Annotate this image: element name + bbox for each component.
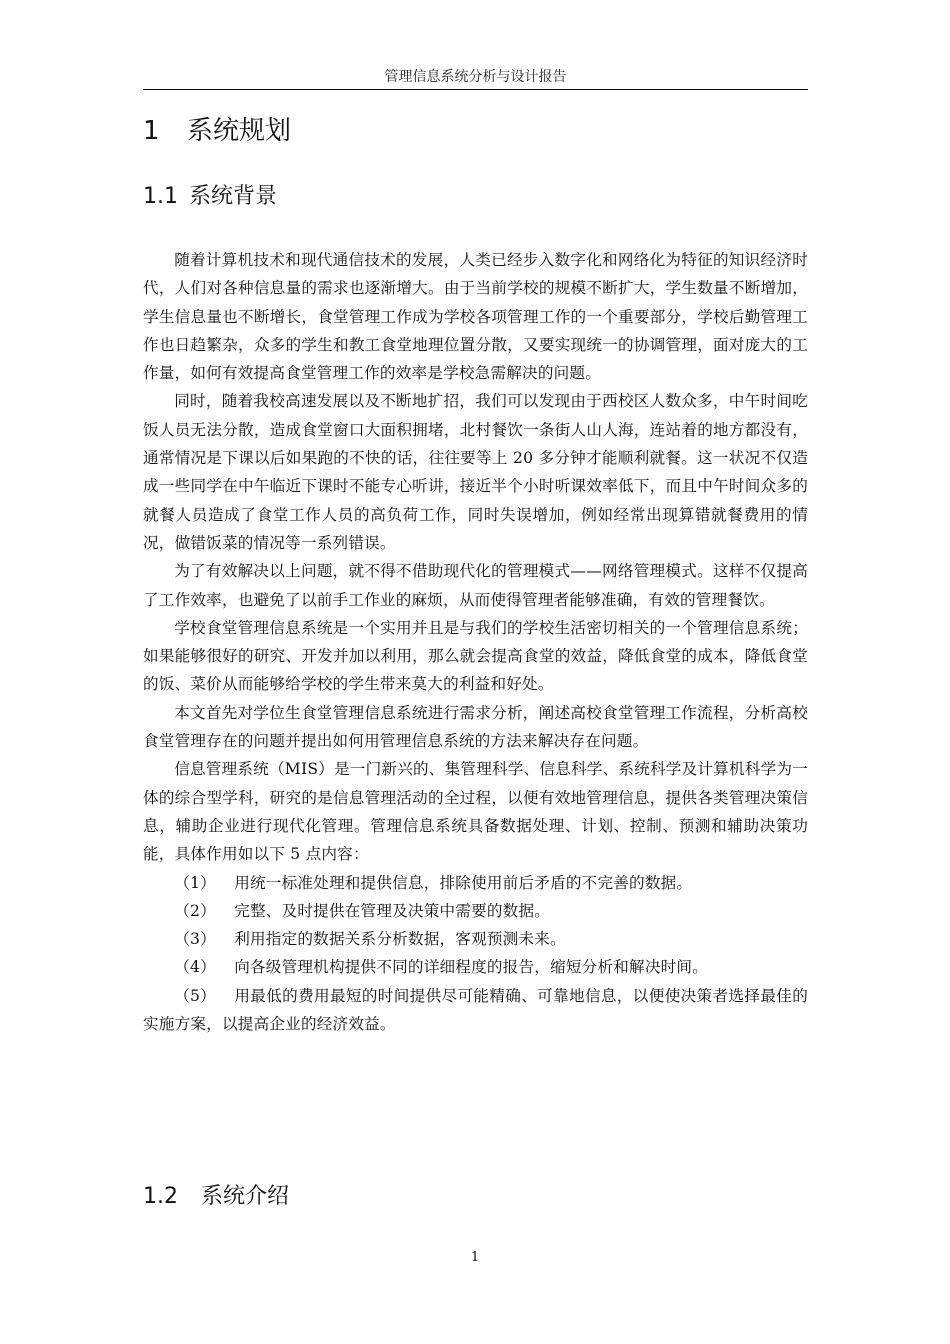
paragraph: 学校食堂管理信息系统是一个实用并且是与我们的学校生活密切相关的一个管理信息系统；如果能够很好的研究、开发并加以利用，那么就会提高食堂的效益，降低食堂的成本，降低食堂的饭、菜价从而能够给学校的学生带来莫大的利益和好处。 <box>143 618 808 694</box>
list-item <box>143 982 808 1039</box>
list-item <box>143 925 808 953</box>
list-marker: （4） <box>174 958 216 977</box>
chapter-title: 系统规划 <box>187 116 292 146</box>
list-marker: （2） <box>174 901 216 920</box>
section-heading-1-2 <box>143 1182 289 1212</box>
section-number: 1.1 <box>143 184 178 209</box>
chapter-number: 1 <box>143 116 160 146</box>
running-header: 管理信息系统分析与设计报告 <box>384 69 567 85</box>
body-text <box>143 246 808 1038</box>
section-title: 系统背景 <box>189 184 278 209</box>
list-marker: （5） <box>174 986 216 1005</box>
section-title: 系统介绍 <box>201 1184 290 1209</box>
list-marker: （1） <box>174 873 216 892</box>
paragraph: 本文首先对学位生食堂管理信息系统进行需求分析，阐述高校食堂管理工作流程，分析高校食堂管理存在的问题并提出如何用管理信息系统的方法来解决存在问题。 <box>143 703 808 751</box>
chapter-heading <box>143 114 291 148</box>
list-text: 用统一标准处理和提供信息，排除使用前后矛盾的不完善的数据。 <box>234 873 693 892</box>
paragraph: 随着计算机技术和现代通信技术的发展，人类已经步入数字化和网络化为特征的知识经济时代，人们对各种信息量的需求也逐渐增大。由于当前学校的规模不断扩大，学生数量不断增加，学生信息量也不断增长，食堂管理工作成为学校各项管理工作的一个重要部分，学校后勤管理工作也日趋繁杂，众多的学生和教工食堂地理位置分散，又要实现统一的协调管理，面对庞大的工作量，如何有效提高食堂管理工作的效率是学校急需解决的问题。 <box>143 251 808 383</box>
list-text: 完整、及时提供在管理及决策中需要的数据。 <box>234 901 551 920</box>
paragraph: 为了有效解决以上问题，就不得不借助现代化的管理模式——网络管理模式。这样不仅提高了工作效率，也避免了以前手工作业的麻烦，从而使得管理者能够准确，有效的管理餐饮。 <box>143 562 808 609</box>
list-text: 利用指定的数据关系分析数据，客观预测未来。 <box>234 930 566 949</box>
section-number: 1.2 <box>143 1184 178 1209</box>
header-rule <box>143 89 808 90</box>
paragraph: 同时，随着我校高速发展以及不断地扩招，我们可以发现由于西校区人数众多，中午时间吃饭人员无法分散，造成食堂窗口大面积拥堵，北村餐饮一条街人山人海，连站着的地方都没有，通常情况是下课以后如果跑的不快的话，往往要等上 20 多分钟才能顺利就餐。这一状况不仅造成一些同学在中午临近下课时不能专心听讲，接近半个小时听课效率低下，而且中午时间众多的就餐人员造成了食堂工作人员的高负荷工作，同时失误增加，例如经常出现算错就餐费用的情况，做错饭菜的情况等一系列错误。 <box>143 392 808 552</box>
list-item <box>143 869 808 897</box>
page-number: 1 <box>470 1250 480 1265</box>
list-item <box>143 953 808 981</box>
list-item <box>143 897 808 925</box>
section-heading-1-1 <box>143 182 277 212</box>
paragraph: 信息管理系统（MIS）是一门新兴的、集管理科学、信息科学、系统科学及计算机科学为一体的综合型学科，研究的是信息管理活动的全过程，以便有效地管理信息，提供各类管理决策信息，辅助企业进行现代化管理。管理信息系统具备数据处理、计划、控制、预测和辅助决策功能，具体作用如以下 5 点内容： <box>143 760 808 864</box>
list-marker: （3） <box>174 930 216 949</box>
list-text: 向各级管理机构提供不同的详细程度的报告，缩短分析和解决时间。 <box>234 958 709 977</box>
list-text: 用最低的费用最短的时间提供尽可能精确、可靠地信息，以便使决策者选择最佳的实施方案，以提高企业的经济效益。 <box>143 986 808 1034</box>
